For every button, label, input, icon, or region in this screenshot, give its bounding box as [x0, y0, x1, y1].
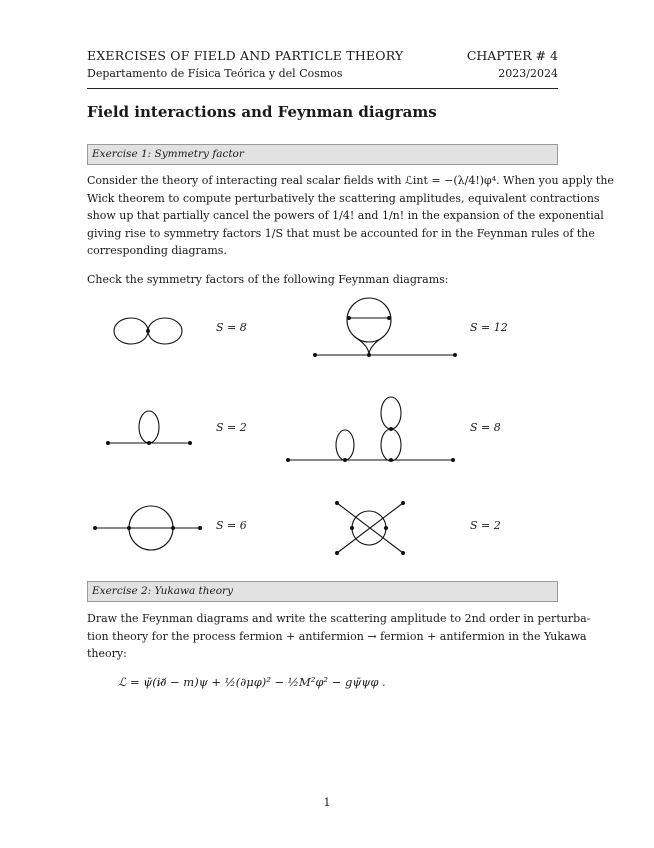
- paragraph-line: show up that partially cancel the powers of 1/4! and 1/n! in the expansion of the exponential: [87, 209, 604, 222]
- exercise1-heading: Exercise 1: Symmetry factor: [92, 148, 244, 160]
- paragraph-line: giving rise to symmetry factors 1/S that must be accounted for in the Feynman rules of the: [87, 226, 595, 240]
- exercise2-heading: Exercise 2: Yukawa theory: [92, 585, 234, 597]
- paragraph-line: Consider the theory of interacting real scalar fields with ℒint = −(λ/4!)φ⁴. When you apply the: [87, 174, 614, 187]
- academic-year: 2023/2024: [498, 67, 558, 80]
- yukawa-lagrangian: ℒ = ψ̄(i∂̸ − m)ψ + ½(∂μφ)² − ½M²φ² − gψ̄ψφ .: [118, 675, 386, 689]
- symmetry-label-double-tadpole: S = 8: [470, 421, 501, 434]
- symmetry-label-sunset-vacuum: S = 12: [470, 321, 508, 334]
- chapter-label: CHAPTER # 4: [466, 48, 558, 63]
- course-title: EXERCISES OF FIELD AND PARTICLE THEORY: [87, 48, 404, 63]
- sunset-line-diagram: [95, 506, 200, 550]
- exercise2-heading-box: [87, 581, 558, 602]
- double-tadpole-diagram: [288, 397, 453, 461]
- page-number: 1: [323, 796, 331, 809]
- exercise2-paragraph: [87, 610, 591, 663]
- paragraph-line: tion theory for the process fermion + antifermion → fermion + antifermion in the Yukawa: [87, 629, 587, 643]
- department-name: Departamento de Física Teórica y del Cosmos: [87, 67, 343, 80]
- sunset-vacuum-diagram: [315, 298, 455, 355]
- symmetry-label-tadpole: S = 2: [216, 421, 247, 434]
- paragraph-line: corresponding diagrams.: [87, 244, 227, 257]
- symmetry-label-bubble-x: S = 2: [470, 519, 501, 532]
- section-title: Field interactions and Feynman diagrams: [87, 103, 437, 121]
- paragraph-line: Wick theorem to compute perturbatively the scattering amplitudes, equivalent contractions: [87, 191, 600, 205]
- bubble-x-diagram: [337, 503, 403, 553]
- symmetry-label-figure-eight: S = 8: [216, 321, 247, 334]
- symmetry-label-sunset-line: S = 6: [216, 519, 247, 532]
- check-instruction: Check the symmetry factors of the following Feynman diagrams:: [87, 273, 449, 286]
- tadpole-diagram: [108, 411, 190, 443]
- paragraph-line: theory:: [87, 647, 127, 660]
- paragraph-line: Draw the Feynman diagrams and write the scattering amplitude to 2nd order in perturba-: [87, 612, 591, 625]
